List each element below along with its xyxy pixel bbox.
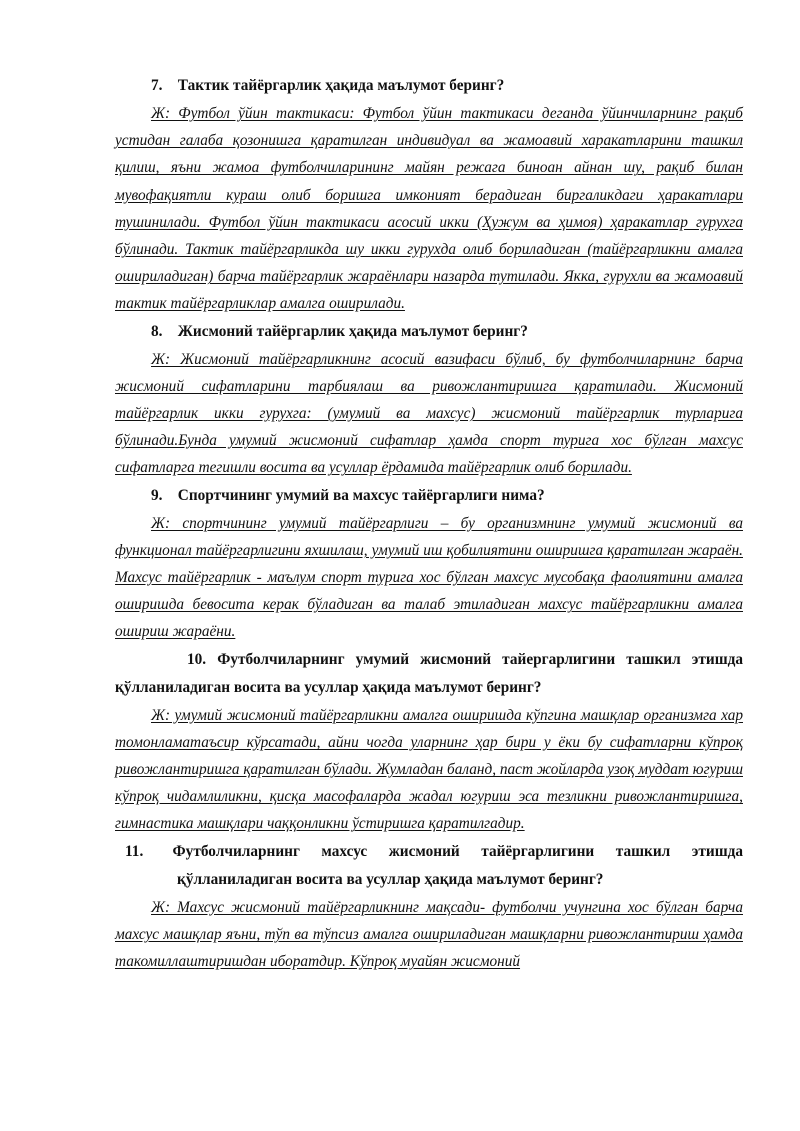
answer-9: Ж: спортчининг умумий тайёргарлиги – бу организмнинг умумий жисмоний ва функционал тайёргарлигини яхшилаш, умумий иш қобилиятини оширишга қаратилган жараён. Махсус тайёргарлик - маълум спорт турига хос бўлган махсус мусобақа фаолиятини амалга оширишда бевосита керак бўладиган ва талаб этиладиган махсус тайёргарликни амалга ошириш жараёни.	[115, 514, 743, 641]
question-text: Спортчининг умумий ва махсус тайёргарлиги нима?	[177, 486, 545, 504]
question-text: Жисмоний тайёргарлик ҳақида маълумот беринг?	[177, 322, 528, 340]
answer-10: Ж: умумий жисмоний тайёргарликни амалга оширишда кўпгина машқлар организмга хар томонламатаъсир кўрсатади, айни чогда уларнинг ҳар бири у ёки бу сифатларни кўпроқ ривожлантиришга қаратилган бўлади. Жумладан баланд, паст жойларда узоқ муддат югуриш кўпроқ чидамлиликни, қисқа масофаларда жадал югуриш эса тезликни ривожлантиришга, гимнастика машқлари чаққонликни ўстиришга қаратилгадир.	[115, 706, 743, 833]
question-11: 11. Футболчиларнинг махсус жисмоний тайёргарлигини ташкил этишда қўлланиладиган восита ва усуллар ҳақида маълумот беринг?	[125, 842, 743, 888]
question-number: 10.	[187, 650, 207, 668]
question-text: Футболчиларнинг махсус жисмоний тайёргарлигини ташкил этишда қўлланиладиган восита ва усуллар ҳақида маълумот беринг?	[172, 842, 743, 888]
answer-7: Ж: Футбол ўйин тактикаси: Футбол ўйин тактикаси деганда ўйинчиларнинг рақиб устидан галаба қозонишга қаратилган индивидуал ва жамоавий харакатларини ташкил қилиш, яъни жамоа футболчиларининг майян режага биноан айнан шу, рақиб билан мувофақиятли кураш олиб боришга имконият берадиган биргаликдаги ҳаракатлари тушинилади. Футбол ўйин тактикаси асосий икки (Ҳужум ва ҳимоя) ҳаракатлар гурухга бўлинади. Тактик тайёргарликда шу икки гурухда олиб бориладиган (тайёргарликни амалга ошириладиган) барча тайёргарлик жараёнлари назарда тутилади. Якка, гурухли ва жамоавий тактик тайёргарликлар амалга оширилади.	[115, 105, 743, 313]
question-8	[115, 318, 743, 346]
answer-8: Ж: Жисмоний тайёргарликнинг асосий вазифаси бўлиб, бу футболчиларнинг барча жисмоний сифатларини тарбиялаш ва ривожлантиришга қаратилади. Жисмоний тайёргарлик икки гурухга: (умумий ва махсус) жисмоний тайёргарлик турларига бўлинади.Бунда умумий жисмоний сифатлар ҳамда спорт турига хос бўлган махсус сифатларга тегишли восита ва усуллар ёрдамида тайёргарлик олиб борилади.	[115, 350, 743, 477]
question-text: Тактик тайёргарлик ҳақида маълумот беринг?	[177, 77, 505, 94]
document-page	[115, 72, 743, 975]
question-9	[115, 482, 743, 510]
question-number: 8.	[151, 322, 163, 340]
question-text: Футболчиларнинг умумий жисмоний тайергарлигини ташкил этишда қўлланиладиган восита ва усуллар ҳақида маълумот беринг?	[115, 650, 744, 696]
question-number: 9.	[151, 486, 163, 504]
question-10	[115, 646, 743, 702]
question-7	[115, 72, 743, 100]
question-number: 7.	[151, 77, 163, 94]
answer-11: Ж: Махсус жисмоний тайёргарликнинг мақсади- футболчи учунгина хос бўлган барча махсус машқлар яъни, тўп ва тўпсиз амалга ошириладиган машқларни ривожлантириш ҳамда такомиллаштиришдан иборатдир. Кўпроқ муайян жисмоний	[115, 898, 743, 971]
